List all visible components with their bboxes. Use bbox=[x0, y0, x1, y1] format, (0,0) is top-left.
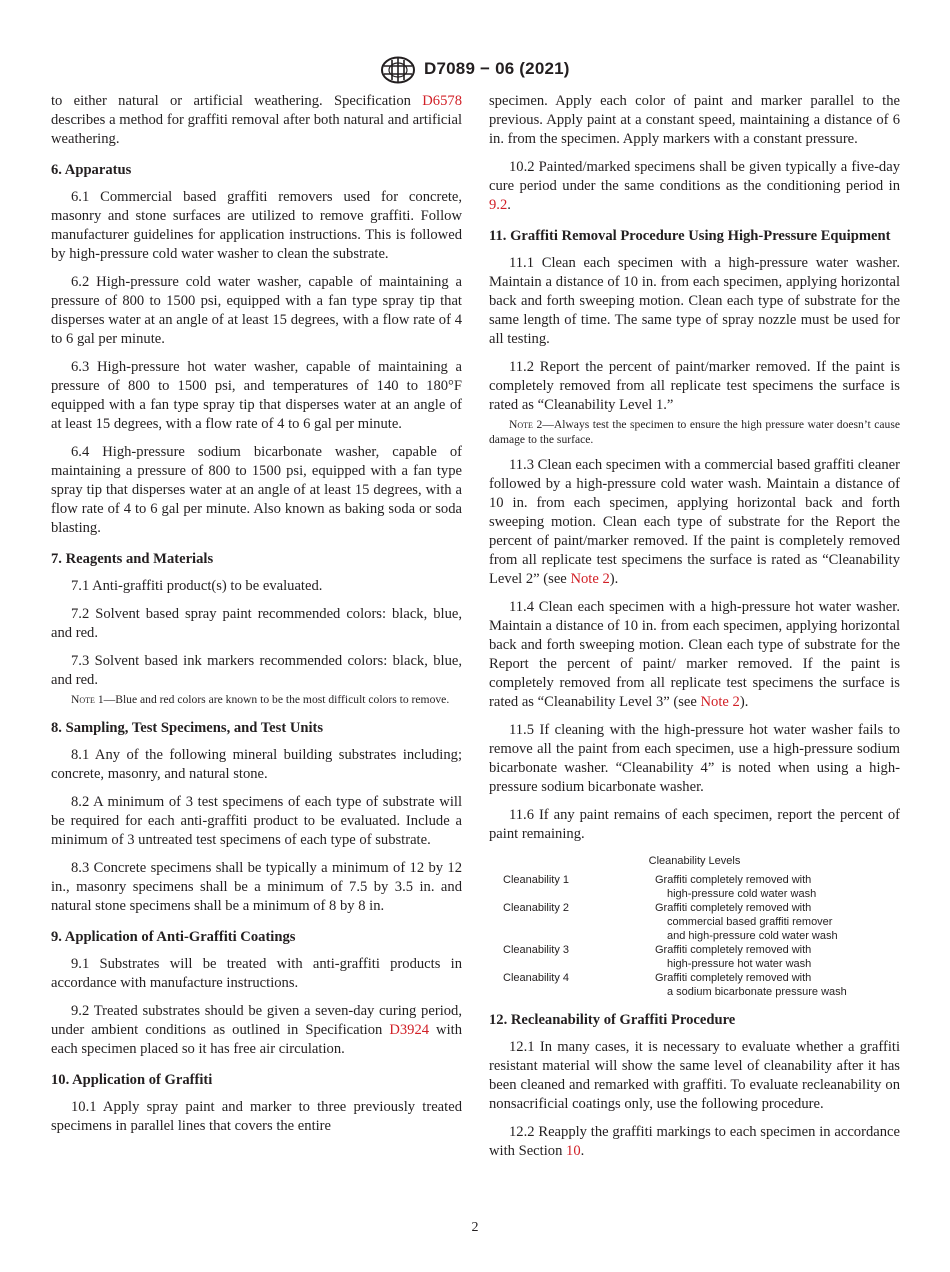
paragraph-8-1: 8.1 Any of the following mineral building substrates including; concrete, masonry, and natural stone. bbox=[51, 747, 462, 782]
d6578-link[interactable]: D6578 bbox=[422, 93, 462, 109]
note-2: Note 2—Always test the specimen to ensure the high pressure water doesn’t cause damage to the surface. bbox=[489, 418, 900, 446]
section-11-heading: 11. Graffiti Removal Procedure Using High-Pressure Equipment bbox=[489, 228, 891, 244]
paragraph-12-1: 12.1 In many cases, it is necessary to evaluate whether a graffiti resistant material will show the same level of cleanability after it has been cleaned and remarked with graffiti. To evaluate recleanability on nonsacrificial coatings only, use the following procedure. bbox=[489, 1039, 900, 1112]
table-row bbox=[503, 901, 847, 943]
page-header bbox=[0, 56, 950, 86]
paragraph-6-3: 6.3 High-pressure hot water washer, capable of maintaining a pressure of 800 to 1500 psi, and temperatures of 140 to 180°F equipped with a fan type spray tip that disperses water at an angle of at least 15 degrees, with a flow rate of 4 to 6 gal per minute. bbox=[51, 359, 462, 432]
paragraph-11-2: 11.2 Report the percent of paint/marker removed. If the paint is completely removed from all replicate test specimens the surface is rated as “Cleanability Level 1.” bbox=[489, 359, 900, 413]
note-2-link[interactable]: Note 2 bbox=[700, 694, 740, 710]
paragraph-7-2: 7.2 Solvent based spray paint recommended colors: black, blue, and red. bbox=[51, 606, 462, 641]
table-cell: Graffiti completely removed with high-pressure cold water wash bbox=[655, 874, 817, 900]
table-row bbox=[503, 943, 847, 971]
paragraph-8-2: 8.2 A minimum of 3 test specimens of each type of substrate will be required for each anti-graffiti product to be evaluated. Include a minimum of 3 untreated test specimens of each type of substrate. bbox=[51, 794, 462, 848]
note-2-link[interactable]: Note 2 bbox=[570, 571, 610, 587]
table-cell: Graffiti completely removed with high-pressure hot water wash bbox=[655, 944, 812, 970]
section-10-link[interactable]: 10 bbox=[566, 1143, 581, 1159]
note-1: Note 1—Blue and red colors are known to be the most difficult colors to remove. bbox=[71, 693, 450, 706]
cleanability-table-title: Cleanability Levels bbox=[648, 855, 741, 867]
table-row bbox=[503, 971, 847, 999]
document-title: D7089 − 06 (2021) bbox=[424, 59, 570, 78]
paragraph-11-3: 11.3 Clean each specimen with a commercial based graffiti cleaner followed by a high-pressure cold water wash. Maintain a distance of 10 in. from each specimen, applying horizontal back and forth sweeping motion. Clean each type of substrate for the Report the percent of paint/marker removed. If the paint is completely removed from all replicate test specimens the surface is rated as “Cleanability Level 2” (see Note 2). bbox=[489, 457, 900, 587]
section-9-2-link[interactable]: 9.2 bbox=[489, 197, 508, 213]
cleanability-table bbox=[503, 873, 847, 999]
paragraph-11-4: 11.4 Clean each specimen with a high-pressure hot water washer. Maintain a distance of 10 in. from each specimen, applying horizontal back and forth sweeping motion. Clean each type of substrate for the Report the percent of paint/ marker removed. If the paint is completely removed from all replicate test specimens the surface is rated as “Cleanability Level 3” (see Note 2). bbox=[489, 599, 900, 710]
paragraph-7-3: 7.3 Solvent based ink markers recommended colors: black, blue, and red. bbox=[51, 653, 462, 688]
table-cell: Cleanability 1 bbox=[503, 874, 570, 886]
left-column bbox=[51, 92, 462, 1145]
d3924-link[interactable]: D3924 bbox=[389, 1022, 430, 1038]
paragraph-6-1: 6.1 Commercial based graffiti removers used for concrete, masonry and stone surfaces are utilized to remove graffiti. Follow manufacturer guidelines for application instructions. This is followed by high-pressure cold water washer to clean the substrate. bbox=[51, 189, 462, 262]
paragraph-6-4: 6.4 High-pressure sodium bicarbonate washer, capable of maintaining a pressure of 800 to 1500 psi, equipped with a fan type spray tip that disperses water at an angle of at least 15 degrees, with a flow rate of 4 to 6 gal per minute. Also known as baking soda or soda blasting. bbox=[51, 444, 462, 536]
paragraph-8-3: 8.3 Concrete specimens shall be typically a minimum of 12 by 12 in., masonry specimens shall be a minimum of 7.5 by 3.5 in. and natural stone specimens shall be a minimum of 8 by 8 in. bbox=[51, 860, 462, 914]
paragraph-6-2: 6.2 High-pressure cold water washer, capable of maintaining a pressure of 800 to 1500 psi, equipped with a fan type spray tip that disperses water at an angle of at least 15 degrees, with a flow rate of 4 to 6 gal per minute. bbox=[51, 274, 462, 347]
section-9-heading: 9. Application of Anti-Graffiti Coatings bbox=[51, 929, 296, 945]
table-cell: Graffiti completely removed with commercial based graffiti remover and high-pressure cold water wash bbox=[655, 902, 838, 942]
right-column bbox=[489, 92, 900, 1170]
section-12-heading: 12. Recleanability of Graffiti Procedure bbox=[489, 1012, 736, 1028]
paragraph-11-6: 11.6 If any paint remains of each specimen, report the percent of paint remaining. bbox=[489, 807, 900, 842]
paragraph-11-5: 11.5 If cleaning with the high-pressure hot water washer fails to remove all the paint from each specimen, use a high-pressure sodium bicarbonate washer. “Cleanability 4” is noted when using a high-pressure sodium bicarbonate washer. bbox=[489, 722, 900, 795]
paragraph-10-1-continued: specimen. Apply each color of paint and marker parallel to the previous. Apply paint at a constant speed, maintaining a distance of 6 in. from the specimen. Apply markers with a constant pressure. bbox=[489, 93, 900, 147]
paragraph-10-2: 10.2 Painted/marked specimens shall be given typically a five-day cure period under the same conditions as the conditioning period in 9.2. bbox=[489, 159, 900, 213]
section-10-heading: 10. Application of Graffiti bbox=[51, 1072, 213, 1088]
intro-paragraph: to either natural or artificial weathering. Specification D6578 describes a method for graffiti removal after both natural and artificial weathering. bbox=[51, 93, 462, 147]
table-cell: Cleanability 3 bbox=[503, 944, 570, 956]
paragraph-10-1: 10.1 Apply spray paint and marker to three previously treated specimens in parallel lines that covers the entire bbox=[51, 1099, 462, 1134]
paragraph-7-1: 7.1 Anti-graffiti product(s) to be evaluated. bbox=[71, 578, 323, 594]
paragraph-11-1: 11.1 Clean each specimen with a high-pressure water washer. Maintain a distance of 10 in. from each specimen, applying horizontal back and forth sweeping motion. Clean each type of substrate for the same length of time. The same type of spray nozzle must be used for all testing. bbox=[489, 255, 900, 347]
table-row bbox=[503, 873, 847, 901]
table-cell: Cleanability 2 bbox=[503, 902, 570, 914]
page-number: 2 bbox=[471, 1220, 479, 1235]
section-6-heading: 6. Apparatus bbox=[51, 162, 132, 178]
section-8-heading: 8. Sampling, Test Specimens, and Test Units bbox=[51, 720, 324, 736]
paragraph-9-1: 9.1 Substrates will be treated with anti-graffiti products in accordance with manufacture instructions. bbox=[51, 956, 462, 991]
astm-logo-icon bbox=[380, 56, 416, 84]
paragraph-12-2: 12.2 Reapply the graffiti markings to each specimen in accordance with Section 10. bbox=[489, 1124, 900, 1159]
table-cell: Graffiti completely removed with a sodium bicarbonate pressure wash bbox=[655, 972, 847, 998]
section-7-heading: 7. Reagents and Materials bbox=[51, 551, 214, 567]
paragraph-9-2: 9.2 Treated substrates should be given a seven-day curing period, under ambient conditions as outlined in Specification D3924 with each specimen placed so it has free air circulation. bbox=[51, 1003, 462, 1057]
table-cell: Cleanability 4 bbox=[503, 972, 570, 984]
